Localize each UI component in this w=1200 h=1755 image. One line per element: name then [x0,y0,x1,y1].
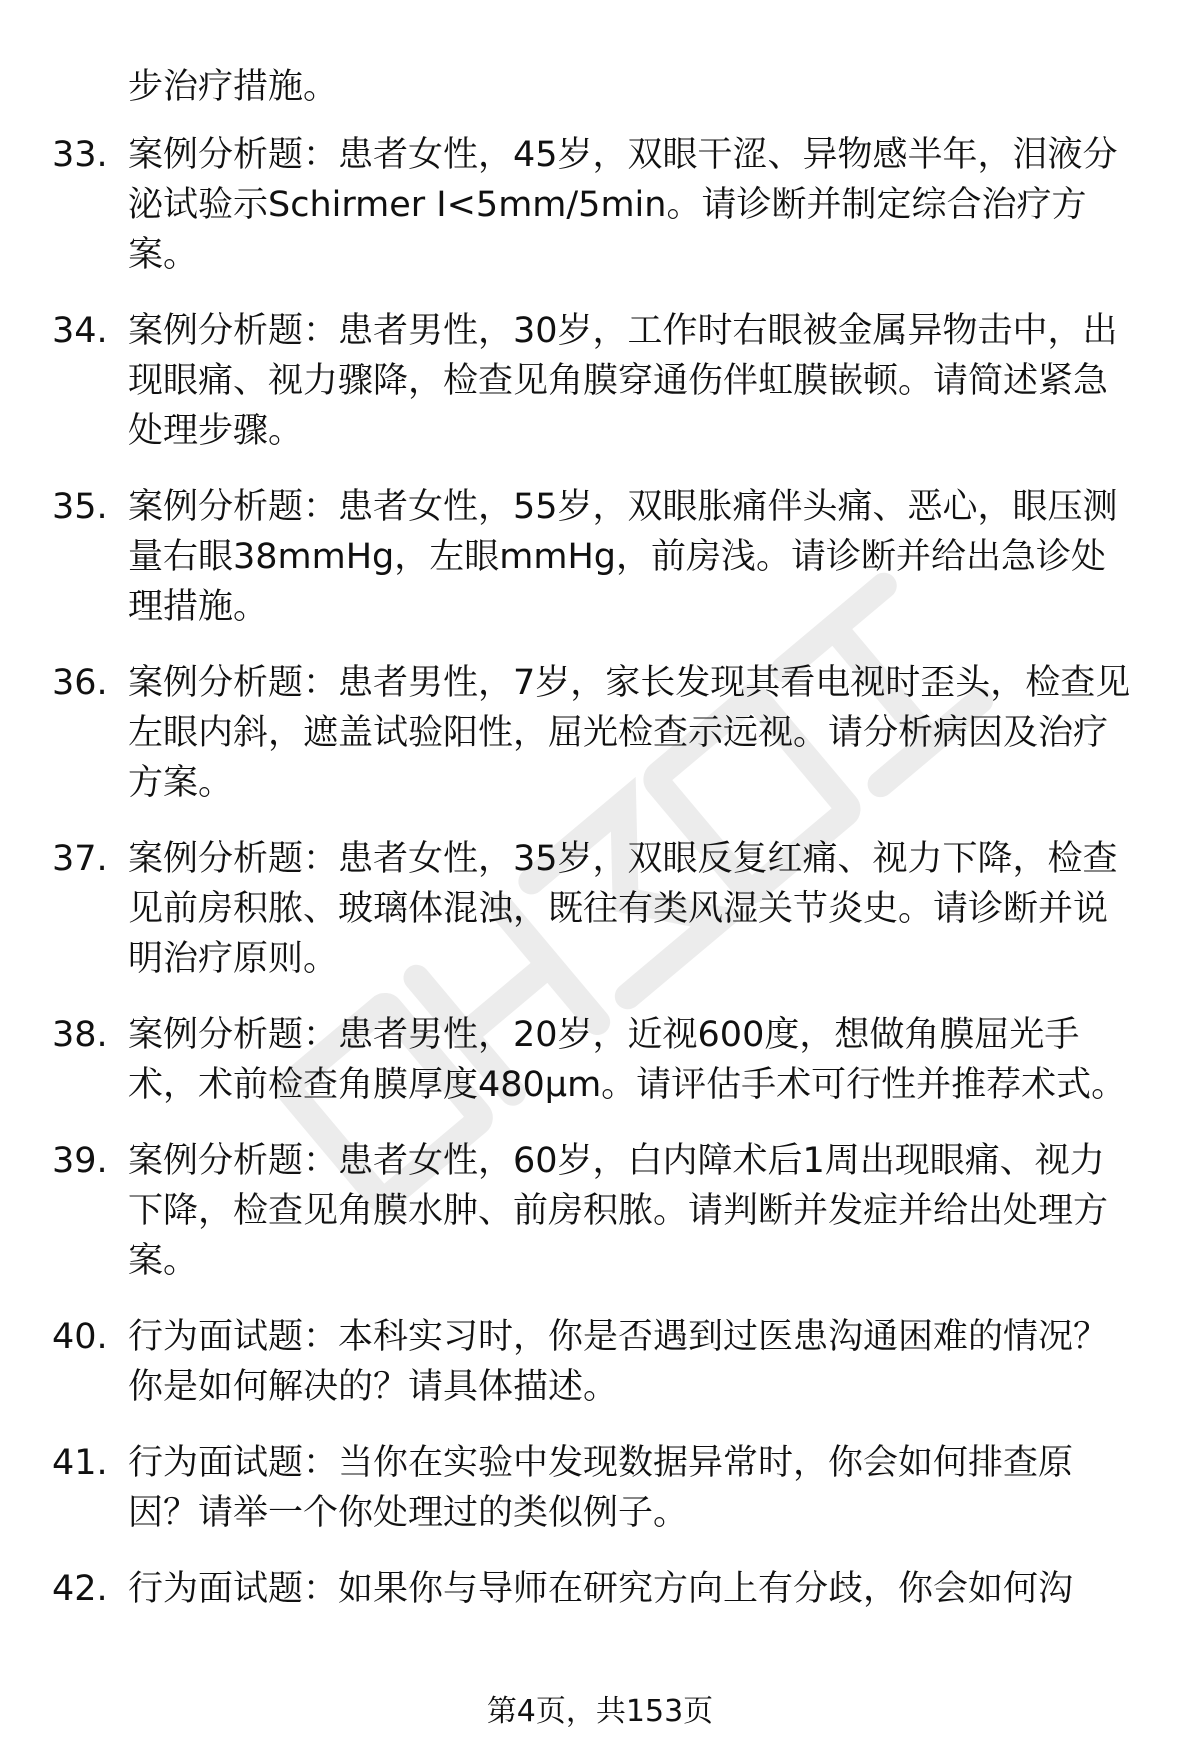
question-text-line: 行为面试题：如果你与导师在研究方向上有分歧，你会如何沟 [128,1569,1074,1609]
question-text [128,658,1158,808]
question-text-line: 案例分析题：患者女性，45岁，双眼干涩、异物感半年，泪液分 [128,135,1118,175]
question-item [0,1312,1200,1412]
continuation-line: 步治疗措施。 [128,67,339,107]
question-text-line: 案。 [128,235,199,275]
question-item [0,1438,1200,1538]
question-number: 38. [52,1015,108,1055]
question-number: 36. [52,663,108,703]
question-text-line: 行为面试题：当你在实验中发现数据异常时，你会如何排查原 [128,1443,1074,1483]
question-text-line: 你是如何解决的？请具体描述。 [128,1367,619,1407]
page-number-label: 第4页，共153页 [486,1694,714,1729]
question-text-line: 案例分析题：患者男性，20岁，近视600度，想做角膜屈光手 [128,1015,1080,1055]
question-text-line: 泌试验示Schirmer I<5mm/5min。请诊断并制定综合治疗方 [128,185,1087,225]
question-text [128,1312,1158,1412]
question-text-line: 术，术前检查角膜厚度480μm。请评估手术可行性并推荐术式。 [128,1065,1127,1105]
question-text-line: 案例分析题：患者女性，60岁，白内障术后1周出现眼痛、视力 [128,1141,1105,1181]
question-text-line: 左眼内斜，遮盖试验阳性，屈光检查示远视。请分析病因及治疗 [128,713,1109,753]
continuation-text [128,62,1158,112]
question-text-line: 案例分析题：患者女性，55岁，双眼胀痛伴头痛、恶心，眼压测 [128,487,1118,527]
question-item [0,1564,1200,1614]
question-text-line: 见前房积脓、玻璃体混浊，既往有类风湿关节炎史。请诊断并说 [128,889,1109,929]
question-text [128,834,1158,984]
question-text-line: 理措施。 [128,587,269,627]
question-number: 39. [52,1141,108,1181]
question-text [128,1438,1158,1538]
question-item [0,482,1200,632]
question-item [0,1136,1200,1286]
question-number: 34. [52,311,108,351]
question-text [128,1010,1158,1110]
question-item [0,306,1200,456]
question-text [128,306,1158,456]
question-number: 35. [52,487,108,527]
question-text-line: 案。 [128,1241,199,1281]
question-number: 37. [52,839,108,879]
question-number: 40. [52,1317,108,1357]
question-number: 42. [52,1569,108,1609]
question-item [0,1010,1200,1110]
question-text-line: 行为面试题：本科实习时，你是否遇到过医患沟通困难的情况？ [128,1317,1109,1357]
question-item [0,834,1200,984]
question-item [0,658,1200,808]
question-text-line: 因？请举一个你处理过的类似例子。 [128,1493,689,1533]
question-item [0,130,1200,280]
question-text [128,482,1158,632]
question-text-line: 量右眼38mmHg，左眼mmHg，前房浅。请诊断并给出急诊处 [128,537,1106,577]
question-number: 41. [52,1443,108,1483]
question-text-line: 案例分析题：患者女性，35岁，双眼反复红痛、视力下降，检查 [128,839,1118,879]
question-text [128,1136,1158,1286]
question-text-line: 方案。 [128,763,234,803]
question-text-line: 下降，检查见角膜水肿、前房积脓。请判断并发症并给出处理方 [128,1191,1109,1231]
question-text-line: 现眼痛、视力骤降，检查见角膜穿通伤伴虹膜嵌顿。请简述紧急 [128,361,1109,401]
question-text-line: 处理步骤。 [128,411,304,451]
question-text [128,130,1158,280]
page-footer [0,1692,1200,1732]
question-text [128,1564,1158,1614]
question-number: 33. [52,135,108,175]
question-text-line: 案例分析题：患者男性，7岁，家长发现其看电视时歪头，检查见 [128,663,1131,703]
question-text-line: 明治疗原则。 [128,939,339,979]
question-text-line: 案例分析题：患者男性，30岁，工作时右眼被金属异物击中，出 [128,311,1118,351]
